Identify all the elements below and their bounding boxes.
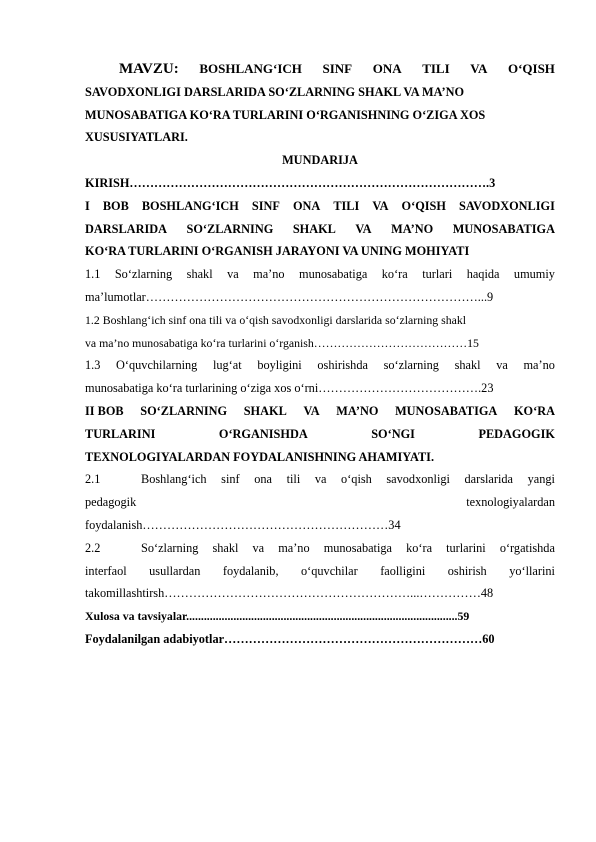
toc-word: munosabatiga bbox=[299, 267, 368, 282]
toc-section-number: 2.2 bbox=[85, 540, 101, 555]
toc-word: MUNOSABATIGA bbox=[395, 403, 498, 418]
toc-word: SHAKL bbox=[243, 403, 287, 418]
toc-word: o‘quvchilar bbox=[301, 563, 358, 578]
toc-word: boyligini bbox=[257, 358, 302, 373]
title-word: ONA bbox=[372, 61, 402, 76]
toc-word: shakl bbox=[186, 267, 213, 282]
toc-section-1-2-line-1: 1.2 Boshlang‘ich sinf ona tili va o‘qish savodxonligi darslarida so‘zlarning shakl bbox=[85, 312, 467, 327]
toc-word: KO‘RA bbox=[513, 403, 555, 418]
toc-word: darslarida bbox=[464, 472, 514, 487]
toc-word: texnologiyalardan bbox=[466, 495, 555, 510]
toc-word: oshirish bbox=[447, 563, 487, 578]
toc-word: shakl bbox=[212, 540, 239, 555]
title-line-1 bbox=[85, 58, 555, 81]
toc-word: TURLARINI bbox=[85, 426, 156, 441]
toc-word: ona bbox=[254, 472, 272, 487]
toc-word: va bbox=[314, 472, 327, 487]
toc-word: munosabatiga bbox=[323, 540, 392, 555]
toc-section-1-2-line-2: va ma’no munosabatiga ko‘ra turlarini o‘rganish…………………………………15 bbox=[85, 335, 479, 350]
toc-section-2-1-line-2 bbox=[85, 491, 555, 514]
toc-word: So‘zlarning bbox=[141, 540, 199, 555]
toc-word: umumiy bbox=[513, 267, 555, 282]
toc-intro: KIRISH…………………………………………………………………………….3 bbox=[85, 175, 496, 190]
toc-word: usullardan bbox=[149, 563, 201, 578]
title-word: O‘QISH bbox=[507, 61, 555, 76]
toc-word: interfaol bbox=[85, 563, 127, 578]
toc-chapter-2-line-3: TEXNOLOGIYALARDAN FOYDALANISHNING AHAMIYATI. bbox=[85, 449, 435, 464]
toc-section-1-1-line-1 bbox=[85, 263, 555, 286]
toc-word: va bbox=[227, 267, 239, 282]
toc-word: SO‘ZLARNING bbox=[186, 221, 274, 236]
toc-section-1-1-line-2: ma’lumotlar………………………………………………………………………...9 bbox=[85, 289, 494, 304]
toc-word: yangi bbox=[527, 472, 555, 487]
toc-word: PEDAGOGIK bbox=[478, 426, 555, 441]
toc-section-2-2-line-2 bbox=[85, 560, 555, 583]
toc-word: sinf bbox=[221, 472, 240, 487]
toc-section-text bbox=[141, 468, 555, 491]
title-word: SINF bbox=[322, 61, 353, 76]
title-word: MAVZU: bbox=[119, 61, 179, 77]
toc-word: lug‘at bbox=[212, 358, 242, 373]
toc-word: SO‘ZLARNING bbox=[140, 403, 228, 418]
toc-word: MA’NO bbox=[391, 221, 434, 236]
toc-word: faolligini bbox=[380, 563, 426, 578]
toc-word: MUNOSABATIGA bbox=[452, 221, 555, 236]
toc-section-1-3-line-1 bbox=[85, 354, 555, 377]
toc-word: tili bbox=[286, 472, 301, 487]
toc-word: VA bbox=[372, 198, 389, 213]
toc-word: turlarini bbox=[446, 540, 486, 555]
title-word: VA bbox=[470, 61, 488, 76]
toc-section-number: 2.1 bbox=[85, 472, 101, 487]
toc-word: BOB bbox=[102, 198, 129, 213]
toc-word: ma’no bbox=[523, 358, 555, 373]
toc-chapter-2-line-2 bbox=[85, 423, 555, 446]
toc-word: foydalanib, bbox=[222, 563, 279, 578]
toc-word: TILI bbox=[333, 198, 360, 213]
toc-word: I bbox=[85, 198, 90, 213]
toc-word: SO‘NGI bbox=[371, 426, 415, 441]
toc-word: oshirishda bbox=[317, 358, 368, 373]
title-line-4: XUSUSIYATLARI. bbox=[85, 130, 188, 145]
toc-word: SINF bbox=[251, 198, 280, 213]
toc-word: o‘rgatishda bbox=[499, 540, 555, 555]
toc-word: 1.3 bbox=[85, 358, 101, 373]
toc-word: O‘quvchilarning bbox=[116, 358, 198, 373]
toc-chapter-1-line-3: KO‘RA TURLARINI O‘RGANISH JARAYONI VA UNING MOHIYATI bbox=[85, 244, 470, 259]
toc-section-text bbox=[141, 537, 555, 560]
toc-word: va bbox=[496, 358, 508, 373]
toc-word: va bbox=[252, 540, 265, 555]
toc-word: shakl bbox=[454, 358, 481, 373]
toc-section-2-2-line-1 bbox=[85, 537, 555, 560]
toc-word: DARSLARIDA bbox=[85, 221, 167, 236]
toc-section-2-1-line-3: foydalanish……………………………………………………34 bbox=[85, 517, 401, 532]
title-line-2: SAVODXONLIGI DARSLARIDA SO‘ZLARNING SHAKL VA MA’NO bbox=[85, 84, 465, 99]
title-word: BOSHLANG‘ICH bbox=[199, 61, 302, 76]
toc-word: o‘qish bbox=[341, 472, 372, 487]
toc-word: O‘QISH bbox=[401, 198, 446, 213]
toc-word: 1.1 bbox=[85, 267, 101, 282]
toc-word: So‘zlarning bbox=[114, 267, 173, 282]
document-page bbox=[85, 58, 555, 651]
toc-word: ONA bbox=[292, 198, 321, 213]
toc-word: Boshlang‘ich bbox=[141, 472, 207, 487]
toc-word: MA’NO bbox=[336, 403, 379, 418]
toc-word: ma’no bbox=[253, 267, 285, 282]
toc-word: turlari bbox=[422, 267, 453, 282]
title-word: TILI bbox=[422, 61, 450, 76]
toc-word: ko‘ra bbox=[381, 267, 408, 282]
toc-conclusion: Xulosa va tavsiyalar............................................................................................59 bbox=[85, 609, 470, 624]
toc-references: Foydalanilgan adabiyotlar………………………………………………………60 bbox=[85, 631, 495, 646]
toc-word: yo‘llarini bbox=[509, 563, 555, 578]
toc-chapter-2-line-1 bbox=[85, 400, 555, 423]
toc-word: SAVODXONLIGI bbox=[459, 198, 555, 213]
toc-word: SHAKL bbox=[292, 221, 336, 236]
title-line-3: MUNOSABATIGA KO‘RA TURLARINI O‘RGANISHNING O‘ZIGA XOS bbox=[85, 107, 486, 122]
toc-word: VA bbox=[303, 403, 320, 418]
toc-word: VA bbox=[355, 221, 372, 236]
toc-word: savodxonligi bbox=[386, 472, 450, 487]
toc-chapter-1-line-2 bbox=[85, 218, 555, 241]
contents-heading: MUNDARIJA bbox=[282, 153, 358, 168]
toc-section-2-2-line-3: takomillashtirsh……………………………………………………...……………48 bbox=[85, 586, 494, 601]
toc-section-2-1-line-1 bbox=[85, 468, 555, 491]
toc-word: ma’no bbox=[278, 540, 310, 555]
toc-chapter-1-line-1 bbox=[85, 195, 555, 218]
toc-word: so‘zlarning bbox=[383, 358, 439, 373]
toc-word: O‘RGANISHDA bbox=[218, 426, 308, 441]
toc-word: BOSHLANG‘ICH bbox=[141, 198, 239, 213]
toc-word: ko‘ra bbox=[406, 540, 433, 555]
toc-word: haqida bbox=[466, 267, 500, 282]
toc-section-1-3-line-2: munosabatiga ko‘ra turlarining o‘ziga xos o‘rni………………………………….23 bbox=[85, 381, 494, 396]
toc-word: II BOB bbox=[85, 403, 124, 418]
toc-word: pedagogik bbox=[85, 495, 137, 510]
